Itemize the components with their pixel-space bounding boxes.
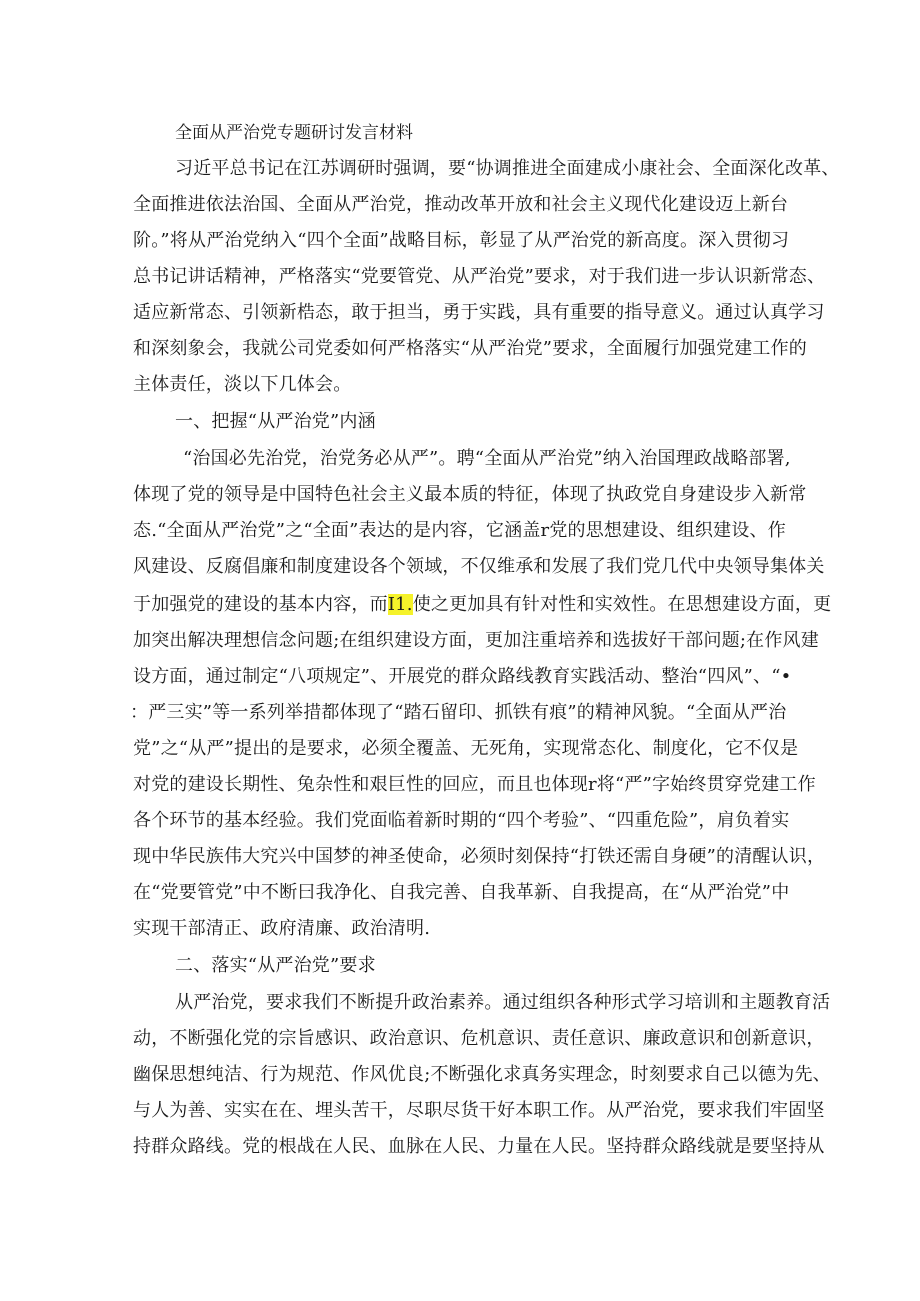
paragraph-line: ：严三实”等一系列举措都体现了“踏石留印、抓铁有痕”的精神风貌。“全面从严治 xyxy=(130,702,787,723)
paragraph-line: 习近平总书记在江苏调研时强调，要“协调推进全面建成小康社会、全面深化改革、 xyxy=(175,158,840,179)
section-heading-2: 二、落实“从严治党”要求 xyxy=(175,955,376,976)
paragraph-line: “治国必先治党，治党务必从严”。聘“全面从严治党”纳入治国理政战略部署, xyxy=(183,448,791,469)
paragraph-line: 实现干部清正、政府清廉、政治清明. xyxy=(133,918,431,939)
document-title: 全面从严治党专题研讨发言材料 xyxy=(175,123,413,143)
paragraph-line: 各个环节的基本经验。我们党面临着新时期的“四个考验”、“四重危险”，肩负着实 xyxy=(133,810,790,831)
paragraph-line: 总书记讲话精神，严格落实“党要管党、从严治党”要求，对于我们进一步认识新常态、 xyxy=(133,266,826,287)
paragraph-line: 现中华民族伟大究兴中国梦的神圣使命，必须时刻保持“打铁还需自身硬”的清醒认识， xyxy=(133,846,826,867)
paragraph-line: 主体责任，淡以下几体会。 xyxy=(133,374,352,395)
line-text: 使之更加具有针对性和实效性。在思想建设方面，更 xyxy=(412,594,832,615)
paragraph-line: 幽保思想纯洁、行为规范、作风优良;不断强化求真务实理念，时刻要求自己以德为先、 xyxy=(133,1064,831,1085)
paragraph-line: 加突出解决理想信念问题;在组织建设方面，更加注重培养和选拔好干部问题;在作风建 xyxy=(133,630,819,651)
paragraph-line: 态.“全面从严治党”之“全面”表达的是内容，它涵盖r党的思想建设、组织建设、作 xyxy=(133,520,786,541)
highlighted-text: I1. xyxy=(387,594,413,615)
paragraph-line: 持群众路线。党的根战在人民、血脉在人民、力量在人民。坚持群众路线就是要坚持从 xyxy=(133,1136,825,1157)
paragraph-line: 动，不断强化党的宗旨感识、政治意识、危机意识、责任意识、廉政意识和创新意识， xyxy=(133,1028,825,1049)
paragraph-line: 全面推进依法治国、全面从严治党，推动改革开放和社会主义现代化建设迈上新台 xyxy=(133,194,789,215)
paragraph-line: 适应新常态、引领新梏态，敢于担当，勇于实践，具有重要的指导意义。通过认真学习 xyxy=(133,302,825,323)
paragraph-line: 党”之“从严”提出的是要求，必须全覆盖、无死角，实现常态化、制度化，它不仅是 xyxy=(133,738,799,759)
paragraph-line: 风建设、反腐倡廉和制度建设各个领域，不仅维承和发展了我们党几代中央领导集体关 xyxy=(133,556,825,577)
paragraph-line xyxy=(133,590,831,616)
paragraph-line: 对党的建设长期性、兔杂性和艰巨性的回应，而且也体现r将“严”字始终贯穿党建工作 xyxy=(133,774,816,795)
paragraph-line: 在“党要管党”中不断曰我净化、自我完善、自我革新、自我提高，在“从严治党”中 xyxy=(133,882,790,903)
paragraph-line: 与人为善、实实在在、埋头苦干，尽职尽货干好本职工作。从严治党，要求我们牢固坚 xyxy=(133,1100,825,1121)
line-text: 于加强党的建设的基本内容，而 xyxy=(133,594,388,615)
paragraph-line: 从严治党，要求我们不断提升政治素养。通过组织各种形式学习培训和主题教育活 xyxy=(175,992,831,1013)
paragraph-line: 和深刻象会，我就公司党委如何严格落实“从严治党”要求，全面履行加强党建工作的 xyxy=(133,338,808,359)
paragraph-line: 阶。”将从严治党纳入“四个全面”战略目标，彰显了从严治党的新高度。深入贯彻习 xyxy=(133,230,790,251)
paragraph-line: 体现了党的领导是中国特色社会主义最本质的特征，体现了执政党自身建设步入新常 xyxy=(133,484,807,505)
section-heading-1: 一、把握“从严治党”内涵 xyxy=(175,411,376,432)
paragraph-line: 设方面，通过制定“八项规定”、开展党的群众路线教育实践活动、整治“四风”、“• xyxy=(133,666,792,687)
